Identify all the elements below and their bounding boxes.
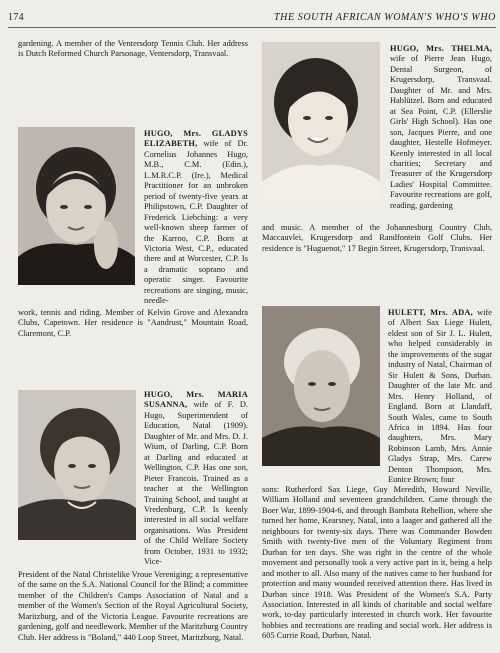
entry-name-thelma: HUGO, Mrs. THELMA, xyxy=(390,44,492,53)
portrait-thelma-hugo xyxy=(262,42,380,204)
header-rule xyxy=(8,27,496,28)
entry-ada-hulett-full xyxy=(262,485,492,642)
running-title: THE SOUTH AFRICAN WOMAN'S WHO'S WHO xyxy=(273,12,496,23)
entry-ada-hulett-side xyxy=(388,308,492,486)
entry-gladys-hugo-side xyxy=(144,129,248,307)
entry-text-ada-full: sons: Rutherford Sax Liege, Guy Meredith, Howard Neville, William Holland and seventeen grandchildren. Came through the Boer War, 1899-1904-6, and through Bambata Rebellion, where she turned her home, Kearsney, Natal, into a laager and gathered all the neighbours for twenty-six days. There was Commander Bowden Smith with twenty-five men of the Voluntary Regiment from Durban for ten days. She was right in the centre of the whole movement and personally took a very active part in it, being a help and mother to all. Also many of the natives came to her husband for protection and many wounded received attention there. Has lived in Durban since 1918. Was President of the Women's S.A. Party Association. Interested in all kinds of charitable and social welfare work, to-day particularly interested in church work. Her favourite hobbies and recreations are reading and social work. Her address is 605 Currie Road, Durban, Natal. xyxy=(262,485,492,641)
entry-gladys-hugo-full xyxy=(18,308,248,339)
entry-text-maria-full: President of the Natal Christelike Vroue Vereniging; a representative of the same on the S.A. National Council for the Blind; a committee member of the Children's Camps Association of Natal and a member of the Women's Section of the Royal Agricultural Society, Maritzburg, and of the Victoria League. Favourite recreations are gardening, golf and needlework. Member of the Maritzburg Country Club. Her address is "Boland," 440 Loop Street, Maritzburg, Natal. xyxy=(18,570,248,642)
entry-name-ada: HULETT, Mrs. ADA, xyxy=(388,308,473,317)
portrait-gladys-hugo xyxy=(18,127,135,285)
page-number: 174 xyxy=(8,12,24,23)
entry-name-gladys: HUGO, Mrs. GLADYS ELIZABETH, xyxy=(144,129,248,149)
entry-maria-hugo-full xyxy=(18,570,248,643)
entry-thelma-hugo-full xyxy=(262,223,492,254)
entry-text-ada-side: wife of Albert Sax Liege Hulett, eldest son of Sir J. L. Hulett, who helped considerably in the improvements of the sugar industry of Natal, Chairman of Sir Hulett & Sons, Durban. Daughter of the late Mr. and Mrs. Henry Holland, of England. Born at Llandaff, South Wales, came to South Africa in 1894. Has four daughters, Mrs. Mary Robinson Lamb, Mrs. Annie Gladys Strap, Mrs. Carew Denton Thompson, Mrs. Eunice Brown; four xyxy=(388,308,493,485)
entry-maria-hugo-side xyxy=(144,390,248,568)
entry-text-thelma-full: and music. A member of the Johannesburg Country Club, Maccauvlei, Krugersdorp and Randfontein Golf Clubs. Her residence is "Huguenot," 17 Begin Street, Krugersdorp, Transvaal. xyxy=(262,223,492,253)
portrait-maria-hugo xyxy=(18,390,136,540)
entry-name-maria: HUGO, Mrs. MARIA SUSANNA, xyxy=(144,390,248,410)
entry-text-gladys-full: work, tennis and riding. Member of Kelvin Grove and Alexandra Clubs, Capetown. Her residence is "Aandrust," Mountain Road, Claremont, C.P. xyxy=(18,308,248,338)
entry-text-maria-side: wife of F. D. Hugo, Superintendent of Education, Natal (1909). Daughter of Mr. and Mrs. D. J. Wium, of Darling, C.P. Born at Darling and educated at Wellington, C.P. Has one son, Pieter Francois. Trained as a teacher at the Wellington Training School, and taught at Vredenburg, C.P. Is keenly interested in all social welfare organisations. Was President of the Child Welfare Society from October, 1931 to 1932; Vice- xyxy=(144,400,248,567)
entry-text-thelma-side: wife of Pierre Jean Hugo, Dental Surgeon, of Krugersdorp, Transvaal. Daughter of Mr. and Mrs. Hablützel. Born and educated at Sea Point, C.P. (Ellerslie Girls' High School). Has one son, Jacques Pierre, and one daughter, Hestelle Hofmeyer. Keenly interested in all local charities; Secretary and Treasurer of the Krugersdorp Ladies' Hospital Committee. Favourite recreations are golf, reading, gardening xyxy=(390,54,492,210)
entry-continuation-text: gardening. A member of the Ventersdorp Tennis Club. Her address is Dutch Reformed Church Parsonage, Ventersdorp, Transvaal. xyxy=(18,39,248,59)
entry-text-gladys-side: wife of Dr. Cornelius Johannes Hugo, M.B., C.M. (Edin.), L.M.R.C.P. (Ire.), Medical Practitioner for an unbroken period of twenty-five years at Philipstown, C.P. Daughter of Frederick Liebching: a very well-known sheep farmer of the Karroo, C.P. Born at Victoria West, C.P., educated there and at Worcester, C.P. Is a dramatic soprano and operatic singer. Favourite recreations are singing, music, needle- xyxy=(144,139,248,306)
entry-thelma-hugo-side xyxy=(390,44,492,211)
portrait-ada-hulett xyxy=(262,306,380,466)
entry-continuation xyxy=(18,39,248,60)
